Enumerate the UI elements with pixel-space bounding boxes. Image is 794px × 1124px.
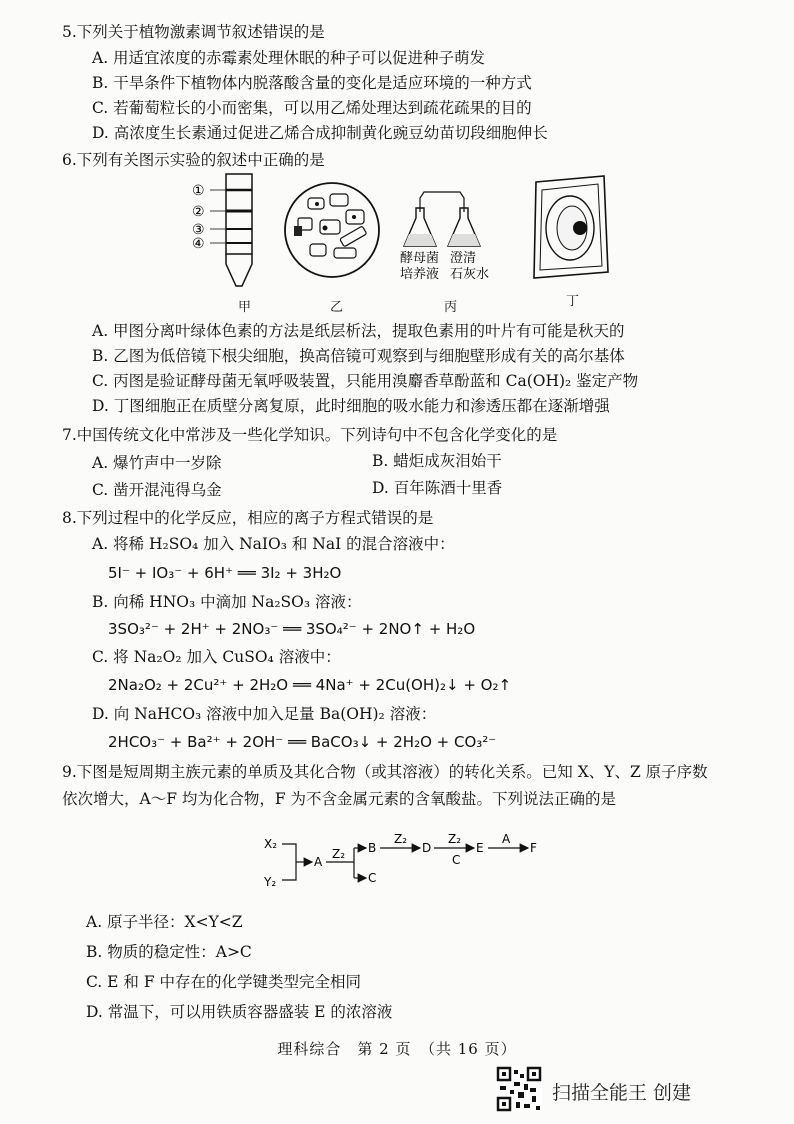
diagram-d: D [422, 841, 432, 855]
nucleus-3 [352, 215, 356, 219]
cell-7 [310, 244, 326, 256]
caption-jia: 甲 [238, 300, 252, 315]
q8-option-d: D. 向 NaHCO₃ 溶液中加入足量 Ba(OH)₂ 溶液： [92, 705, 437, 723]
diagram-f: F [530, 841, 537, 855]
caption-ding: 丁 [566, 294, 580, 309]
band-4-label: ④ [192, 236, 205, 252]
q9-stem-line2: 依次增大，A～F 均为化合物，F 为不含金属元素的含氧酸盐。下列说法正确的是 [62, 790, 617, 808]
diagram-c2: C [452, 853, 461, 867]
band-2-label: ② [192, 204, 205, 220]
dividing-cell [294, 226, 302, 236]
nucleus-2 [315, 202, 319, 206]
q6-option-d: D. 丁图细胞正在质壁分离复原，此时细胞的吸水能力和渗透压都在逐渐增强 [92, 397, 610, 415]
caption-bing: 丙 [444, 300, 458, 315]
q9-option-d: D. 常温下，可以用铁质容器盛装 E 的浓溶液 [86, 1003, 393, 1021]
q8-equation-c: 2Na₂O₂ + 2Cu²⁺ + 2H₂O ══ 4Na⁺ + 2Cu(OH)₂↓ + O₂↑ [108, 676, 512, 694]
q6-stem: 6.下列有关图示实验的叙述中正确的是 [62, 151, 325, 169]
nucleus-1 [323, 226, 328, 231]
q8-option-c: C. 将 Na₂O₂ 加入 CuSO₄ 溶液中： [92, 648, 341, 666]
page-footer: 理科综合 第 2 页 （共 16 页） [277, 1040, 517, 1058]
qr-code-icon [496, 1066, 542, 1112]
q8-equation-b: 3SO₃²⁻ + 2H⁺ + 2NO₃⁻ ══ 3SO₄²⁻ + 2NO↑ + H₂O [108, 620, 476, 638]
q9-stem-line1: 9.下图是短周期主族元素的单质及其化合物（或其溶液）的转化关系。已知 X、Y、Z 原子序数 [62, 763, 708, 781]
q5-option-d: D. 高浓度生长素通过促进乙烯合成抑制黄化豌豆幼苗切段细胞伸长 [92, 124, 548, 142]
diagram-a: A [314, 855, 323, 869]
q9-option-c: C. E 和 F 中存在的化学键类型完全相同 [86, 973, 362, 991]
transformation-diagram [258, 826, 558, 894]
q7-option-d: D. 百年陈酒十里香 [372, 479, 503, 497]
diagram-z2-2: Z₂ [394, 832, 408, 846]
q6-option-c: C. 丙图是验证酵母菌无氧呼吸装置，只能用溴麝香草酚蓝和 Ca(OH)₂ 鉴定产物 [92, 372, 639, 390]
yeast-liquid [404, 234, 436, 246]
q6-option-a: A. 甲图分离叶绿体色素的方法是纸层析法，提取色素用的叶片有可能是秋天的 [92, 322, 625, 340]
diagram-x2: X₂ [264, 837, 278, 851]
limewater-liquid [448, 234, 480, 246]
q7-stem: 7.中国传统文化中常涉及一些化学知识。下列诗句中不包含化学变化的是 [62, 426, 558, 444]
cell-8 [334, 248, 356, 258]
diagram-y2: Y₂ [264, 875, 277, 889]
q8-equation-d: 2HCO₃⁻ + Ba²⁺ + 2OH⁻ ══ BaCO₃↓ + 2H₂O + CO₃²⁻ [108, 733, 497, 751]
q8-stem: 8.下列过程中的化学反应，相应的离子方程式错误的是 [62, 509, 434, 527]
flask1-label-line1: 酵母菌 [400, 251, 440, 266]
flask2-label-line2: 石灰水 [450, 267, 490, 282]
q9-option-a: A. 原子半径：X<Y<Z [86, 913, 243, 931]
q7-option-b: B. 蜡炬成灰泪始干 [372, 452, 502, 470]
bracket-xy [282, 844, 296, 880]
chromatography-figure [188, 168, 268, 292]
plant-cell-figure [528, 172, 610, 282]
microscope-view-figure [280, 180, 384, 280]
cell-6 [340, 226, 367, 247]
diagram-z2-3: Z₂ [448, 832, 462, 846]
diagram-a2: A [502, 832, 511, 846]
flask-apparatus-figure [398, 188, 494, 290]
flask2-label-line1: 澄清 [450, 251, 477, 266]
q5-option-b: B. 干旱条件下植物体内脱落酸含量的变化是适应环境的一种方式 [92, 74, 532, 92]
q8-equation-a: 5I⁻ + IO₃⁻ + 6H⁺ ══ 3I₂ + 3H₂O [108, 564, 342, 582]
diagram-b: B [368, 841, 377, 855]
caption-yi: 乙 [330, 300, 344, 315]
q8-option-b: B. 向稀 HNO₃ 中滴加 Na₂SO₃ 溶液： [92, 593, 362, 611]
diagram-c1: C [368, 871, 377, 885]
scan-watermark: 扫描全能王 创建 [552, 1082, 692, 1104]
q5-option-a: A. 用适宜浓度的赤霉素处理休眠的种子可以促进种子萌发 [92, 49, 486, 67]
q5-option-c: C. 若葡萄粒长的小而密集，可以用乙烯处理达到疏花疏果的目的 [92, 99, 532, 117]
cell-2 [330, 194, 348, 206]
diagram-z2-1: Z₂ [332, 847, 346, 861]
band-3-label: ③ [192, 222, 205, 238]
nucleus [573, 221, 587, 235]
q7-option-a: A. 爆竹声中一岁除 [92, 454, 222, 472]
band-1-label: ① [192, 183, 205, 199]
q9-option-b: B. 物质的稳定性：A>C [86, 943, 252, 961]
q6-option-b: B. 乙图为低倍镜下根尖细胞，换高倍镜可观察到与细胞壁形成有关的高尔基体 [92, 347, 625, 365]
q5-stem: 5.下列关于植物激素调节叙述错误的是 [62, 23, 325, 41]
strip-tip [226, 254, 252, 286]
q8-option-a: A. 将稀 H₂SO₄ 加入 NaIO₃ 和 NaI 的混合溶液中： [92, 535, 455, 553]
connecting-tube [420, 192, 464, 212]
q7-option-c: C. 凿开混沌得乌金 [92, 481, 222, 499]
diagram-e: E [476, 841, 484, 855]
flask1-label-line2: 培养液 [400, 267, 440, 282]
